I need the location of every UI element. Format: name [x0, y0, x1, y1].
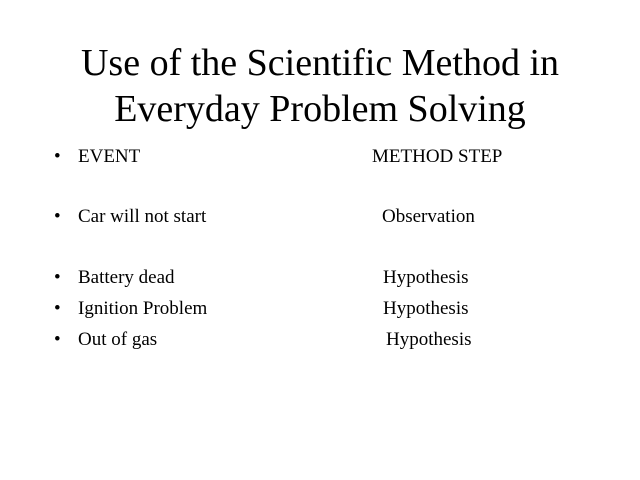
event-text: Car will not start	[78, 206, 207, 227]
method-step-text: Hypothesis	[383, 298, 469, 319]
bullet-icon: •	[54, 206, 61, 227]
method-step-text: Hypothesis	[383, 267, 469, 288]
event-text: Out of gas	[78, 329, 158, 350]
list-item	[0, 204, 640, 230]
bullet-icon: •	[54, 329, 61, 350]
list-item	[0, 296, 640, 322]
slide-title-line-1: Use of the Scientific Method in	[80, 42, 560, 84]
bullet-icon: •	[54, 298, 61, 319]
method-step-text: Observation	[382, 206, 475, 227]
event-text: Ignition Problem	[78, 298, 208, 319]
event-text: Battery dead	[78, 267, 175, 288]
slide-title-line-2: Everyday Problem Solving	[114, 88, 526, 130]
list-item	[0, 327, 640, 353]
method-step-text: Hypothesis	[386, 329, 472, 350]
event-column-header: EVENT	[78, 146, 141, 167]
bullet-icon: •	[54, 267, 61, 288]
method-step-column-header: METHOD STEP	[372, 146, 503, 167]
header-row	[0, 144, 640, 170]
list-item	[0, 265, 640, 291]
bullet-icon: •	[54, 146, 61, 167]
slide-title	[40, 40, 600, 132]
